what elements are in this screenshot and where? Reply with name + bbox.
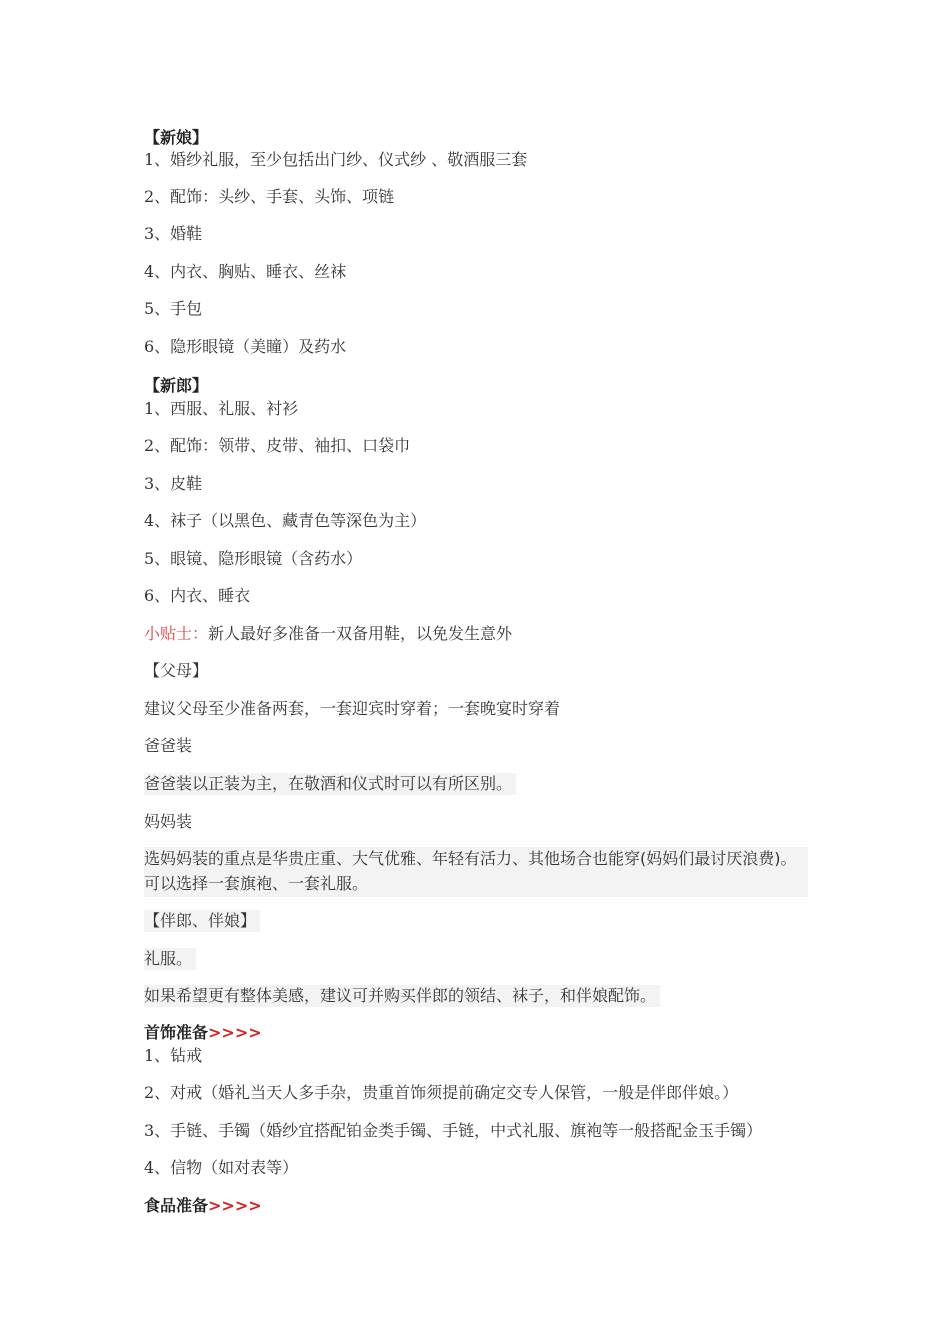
groom-heading: 【新郎】 (144, 376, 209, 395)
list-item: 6、内衣、睡衣 (144, 586, 251, 605)
list-item: 1、西服、礼服、衬衫 (144, 399, 299, 418)
jewelry-heading (144, 1022, 262, 1044)
list-item: 3、手链、手镯（婚纱宜搭配铂金类手镯、手链，中式礼服、旗袍等一般搭配金玉手镯） (144, 1121, 763, 1140)
food-heading-text: 食品准备 (144, 1196, 209, 1215)
tip-line (144, 623, 512, 645)
mom-text-line-2: 可以选择一套旗袍、一套礼服。 (144, 874, 369, 893)
jewelry-arrows: >>>> (208, 1023, 262, 1042)
parents-intro: 建议父母至少准备两套，一套迎宾时穿着；一套晚宴时穿着 (144, 699, 561, 718)
attendants-line-2: 如果希望更有整体美感，建议可并购买伴郎的领结、袜子，和伴娘配饰。 (144, 985, 660, 1007)
list-item: 2、配饰：领带、皮带、袖扣、口袋巾 (144, 436, 411, 455)
list-item: 5、手包 (144, 299, 203, 318)
mom-text-line-1: 选妈妈装的重点是华贵庄重、大气优雅、年轻有活力、其他场合也能穿(妈妈们最讨厌浪费)。 (144, 849, 797, 868)
tip-text: 新人最好多准备一双备用鞋，以免发生意外 (208, 624, 513, 643)
dad-text: 爸爸装以正装为主，在敬酒和仪式时可以有所区别。 (144, 773, 516, 795)
list-item: 1、钻戒 (144, 1046, 203, 1065)
parents-heading: 【父母】 (144, 661, 209, 680)
list-item: 4、信物（如对表等） (144, 1158, 299, 1177)
jewelry-heading-text: 首饰准备 (144, 1023, 209, 1042)
bride-heading: 【新娘】 (144, 128, 209, 147)
list-item: 1、婚纱礼服，至少包括出门纱、仪式纱 、敬酒服三套 (144, 150, 528, 169)
list-item: 4、内衣、胸贴、睡衣、丝袜 (144, 262, 347, 281)
list-item: 2、对戒（婚礼当天人多手杂，贵重首饰须提前确定交专人保管，一般是伴郎伴娘。） (144, 1083, 739, 1102)
dad-title: 爸爸装 (144, 736, 193, 755)
list-item: 5、眼镜、隐形眼镜（含药水） (144, 549, 363, 568)
list-item: 2、配饰：头纱、手套、头饰、项链 (144, 187, 395, 206)
tip-label: 小贴士： (144, 624, 209, 643)
mom-title: 妈妈装 (144, 812, 193, 831)
list-item: 3、皮鞋 (144, 474, 203, 493)
attendants-heading: 【伴郎、伴娘】 (144, 910, 260, 932)
food-arrows: >>>> (208, 1196, 262, 1215)
list-item: 3、婚鞋 (144, 224, 203, 243)
food-heading (144, 1195, 262, 1217)
list-item: 4、袜子（以黑色、藏青色等深色为主） (144, 511, 427, 530)
list-item: 6、隐形眼镜（美瞳）及药水 (144, 337, 347, 356)
attendants-line-1: 礼服。 (144, 948, 196, 970)
